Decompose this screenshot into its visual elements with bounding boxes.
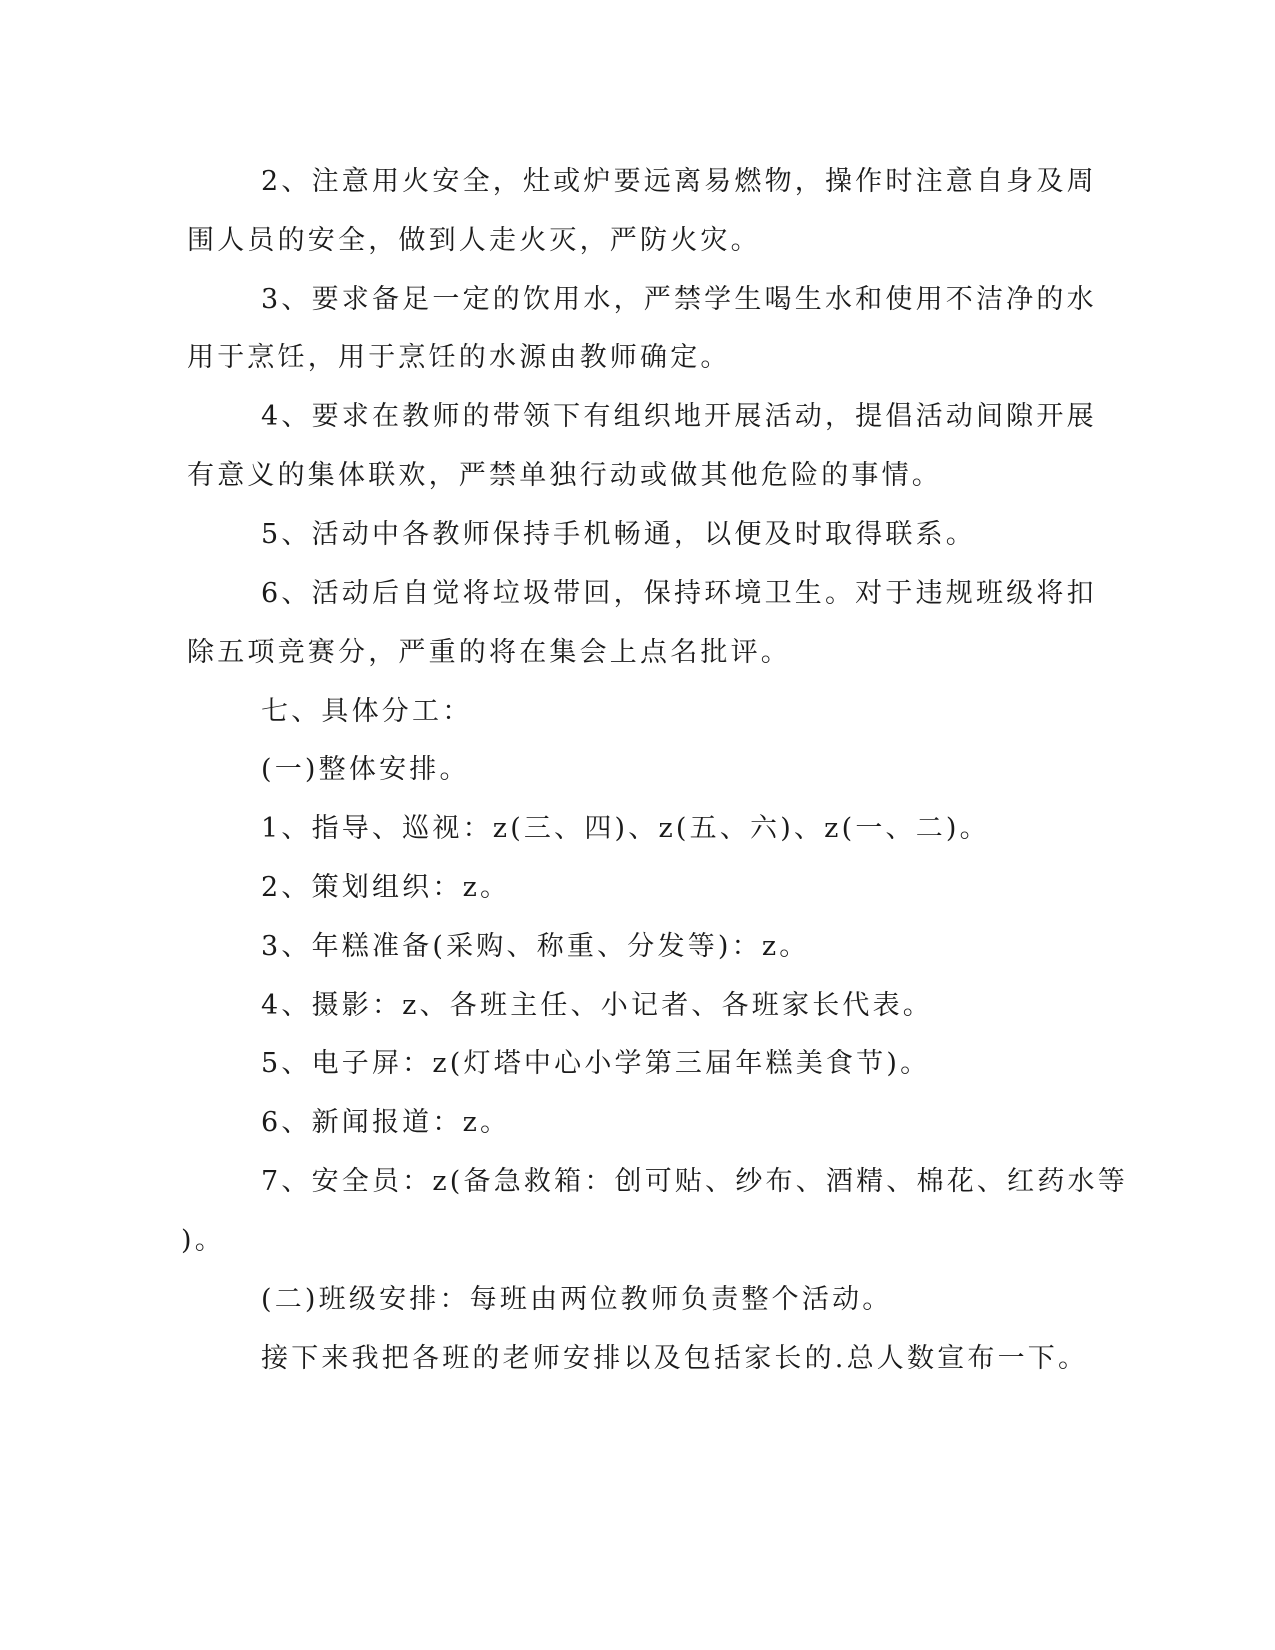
text-line: 7、安全员：z(备急救箱：创可贴、纱布、酒精、棉花、红药水等	[261, 1166, 1128, 1197]
text-line: 5、电子屏：z(灯塔中心小学第三届年糕美食节)。	[261, 1048, 931, 1079]
text-line: 5、活动中各教师保持手机畅通，以便及时取得联系。	[261, 519, 976, 550]
subsection-heading: (一)整体安排。	[261, 754, 470, 785]
text-line: 1、指导、巡视：z(三、四)、z(五、六)、z(一、二)。	[261, 813, 990, 844]
text-line: 3、年糕准备(采购、称重、分发等)：z。	[261, 931, 810, 962]
text-line: )。	[181, 1225, 225, 1256]
text-line: 有意义的集体联欢，严禁单独行动或做其他危险的事情。	[187, 460, 942, 491]
subsection-heading: (二)班级安排：每班由两位教师负责整个活动。	[261, 1284, 893, 1315]
section-heading: 七、具体分工：	[261, 696, 473, 727]
text-line: 6、活动后自觉将垃圾带回，保持环境卫生。对于违规班级将扣	[261, 578, 1097, 609]
text-line: 4、要求在教师的带领下有组织地开展活动，提倡活动间隙开展	[261, 401, 1097, 432]
text-line: 接下来我把各班的老师安排以及包括家长的.总人数宣布一下。	[261, 1343, 1089, 1374]
text-line: 4、摄影：z、各班主任、小记者、各班家长代表。	[261, 990, 934, 1021]
text-line: 3、要求备足一定的饮用水，严禁学生喝生水和使用不洁净的水	[261, 284, 1097, 315]
text-line: 2、注意用火安全，灶或炉要远离易燃物，操作时注意自身及周	[261, 166, 1097, 197]
text-line: 围人员的安全，做到人走火灭，严防火灾。	[187, 225, 761, 256]
text-line: 2、策划组织：z。	[261, 872, 511, 903]
text-line: 6、新闻报道：z。	[261, 1107, 511, 1138]
text-line: 除五项竞赛分，严重的将在集会上点名批评。	[187, 637, 791, 668]
text-line: 用于烹饪，用于烹饪的水源由教师确定。	[187, 342, 731, 373]
